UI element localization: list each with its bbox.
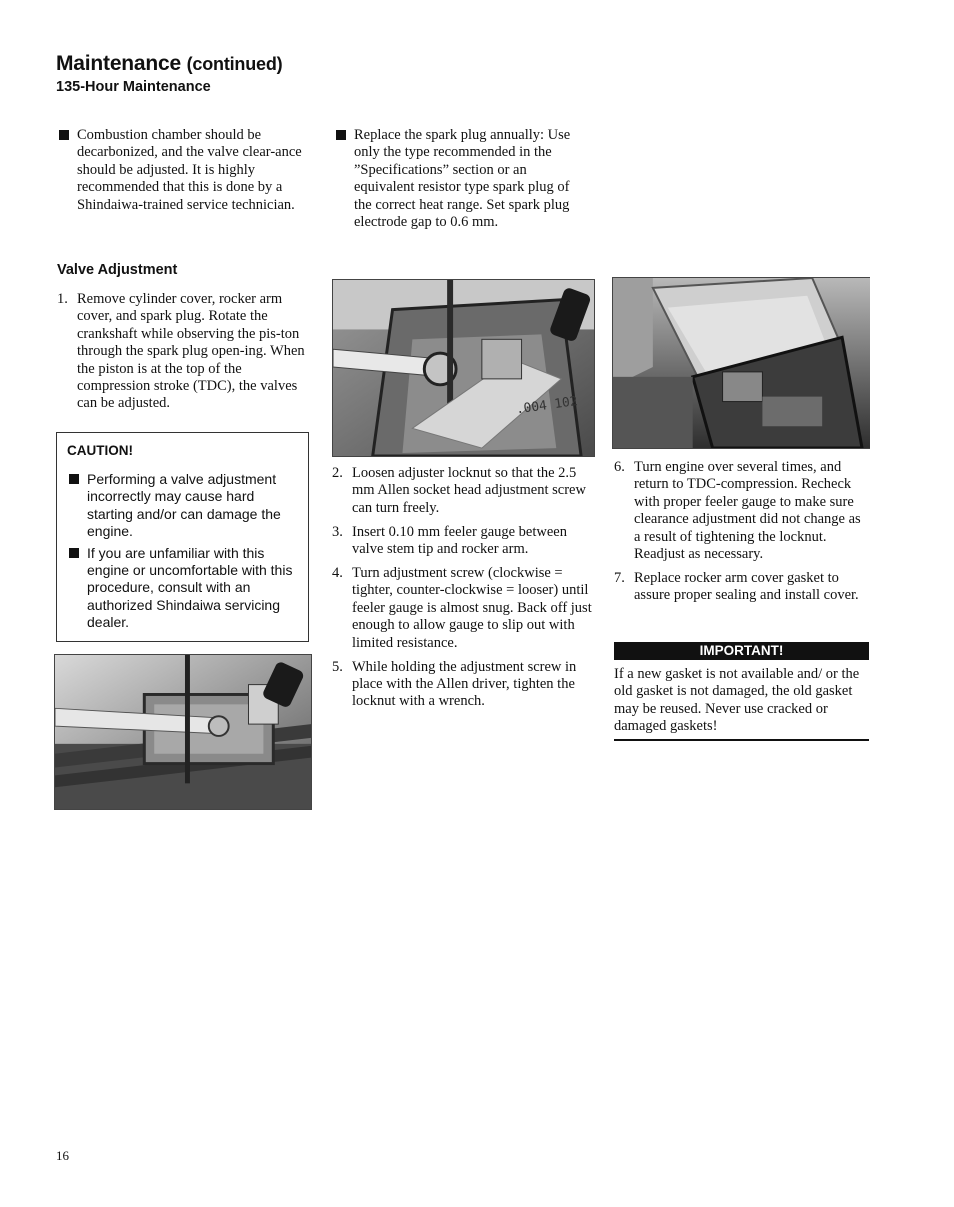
list-item: 7. Replace rocker arm cover gasket to assure proper sealing and install cover. [614, 569, 859, 604]
page-title: Maintenance (continued) [56, 52, 283, 75]
top-bullet-list-right [334, 127, 584, 231]
caution-box [56, 432, 309, 642]
engine-photo-locknut [54, 654, 312, 810]
caution-list [67, 471, 298, 632]
steps-list-col3 [614, 459, 870, 611]
list-item: Replace the spark plug annually: Use only the type recommended in the ”Specifications” section or an equivalent resistor type spark plug of the correct heat range. Set spark plug electrode gap to 0.6 mm. [334, 127, 584, 231]
gauge-label: .004 102 [515, 394, 579, 418]
section-title: Valve Adjustment [57, 262, 178, 278]
list-item: 2. Loosen adjuster locknut so that the 2.5 mm Allen socket head adjustment screw can turn freely. [332, 465, 586, 516]
list-item: Performing a valve adjustment incorrectly may cause hard starting and/or can damage the engine. [67, 471, 298, 541]
important-title: IMPORTANT! [614, 642, 869, 660]
square-bullet-icon [69, 548, 79, 558]
page-title-suffix: (continued) [186, 54, 283, 74]
page-number: 16 [56, 1148, 69, 1163]
important-divider [614, 739, 869, 741]
list-item: If you are unfamiliar with this engine or uncomfortable with this procedure, consult with an authorized Shindaiwa servicing dealer. [67, 545, 298, 632]
square-bullet-icon [59, 130, 69, 140]
page-subtitle: 135-Hour Maintenance [56, 79, 211, 95]
caution-title: CAUTION! [67, 443, 133, 458]
engine-photo-cover [612, 277, 870, 449]
list-item: 6. Turn engine over several times, and return to TDC-compression. Recheck with proper feeler gauge to make sure clearance adjustment did not change as a result of tightening the locknut. Readjust as necessary. [614, 459, 861, 563]
top-bullet-list-left [57, 127, 312, 214]
engine-photo-wrench-allen [332, 279, 595, 457]
list-item: 3. Insert 0.10 mm feeler gauge between valve stem tip and rocker arm. [332, 523, 567, 558]
square-bullet-icon [69, 474, 79, 484]
list-item: 5. While holding the adjustment screw in place with the Allen driver, tighten the locknut with a wrench. [332, 658, 577, 710]
square-bullet-icon [336, 130, 346, 140]
steps-list-col2 [332, 465, 594, 717]
list-item: 1. Remove cylinder cover, rocker arm cover, and spark plug. Rotate the crankshaft while observing the pis-ton through the spark plug open-ing. When the piston is at the top of the compression stroke (TDC), the valves can be adjusted. [57, 291, 305, 412]
list-item: 4. Turn adjustment screw (clockwise = tighter, counter-clockwise = looser) until feeler gauge is almost snug. Back off just enough to allow gauge to slip out with limited resistance. [332, 565, 592, 651]
steps-list-col1 [57, 291, 305, 419]
important-text: If a new gasket is not available and/ or the old gasket is not damaged, the old gasket may be reused. Never use cracked or damaged gaskets! [614, 666, 860, 735]
list-item: Combustion chamber should be decarbonized, and the valve clear-ance should be adjusted. It is highly recommended that this is done by a Shindaiwa-trained service technician. [57, 127, 312, 214]
